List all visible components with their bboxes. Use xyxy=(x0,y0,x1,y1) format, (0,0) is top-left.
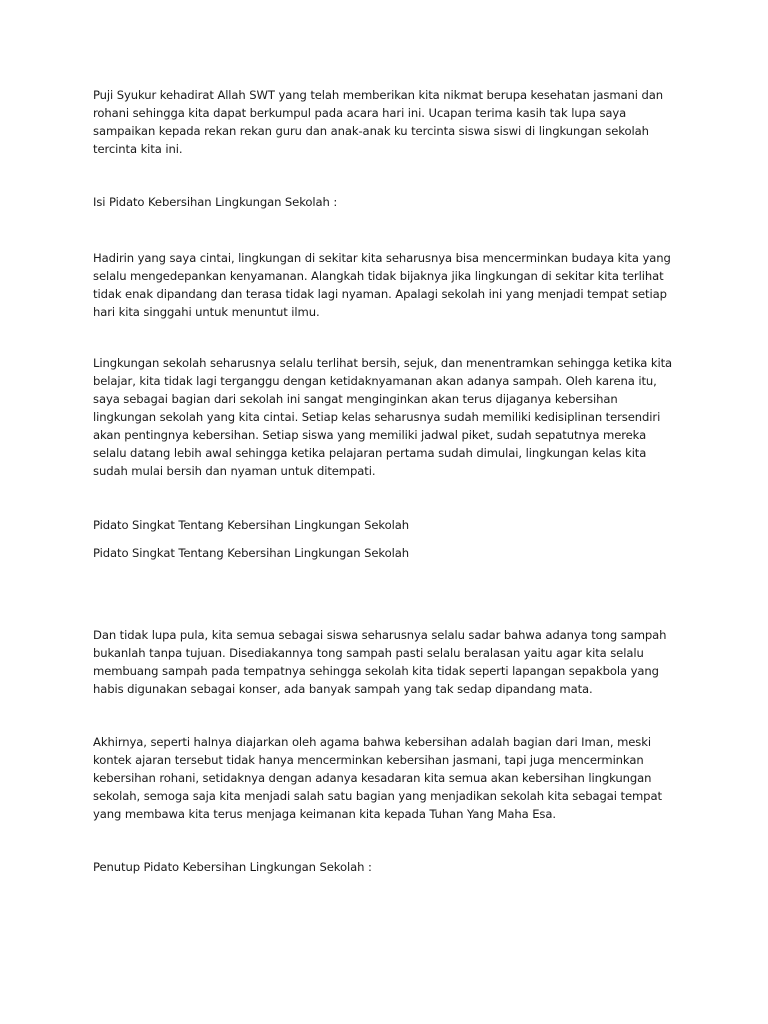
body-paragraph-lingkungan: Lingkungan sekolah seharusnya selalu terlihat bersih, sejuk, dan menentramkan sehingga ketika kita belajar, kita tidak lagi terganggu dengan ketidaknyamanan akan adanya sampah. Oleh karena itu, saya sebagai bagian dari sekolah ini sangat menginginkan akan terus dijaganya kebersihan lingkungan sekolah yang kita cintai. Setiap kelas seharusnya sudah memiliki kedisiplinan tersendiri akan pentingnya kebersihan. Setiap siswa yang memiliki jadwal piket, sudah sepatutnya mereka selalu datang lebih awal sehingga ketika pelajaran pertama sudah dimulai, lingkungan kelas kita sudah mulai bersih dan nyaman untuk ditempati. xyxy=(93,356,673,478)
section-heading-singkat: Pidato Singkat Tentang Kebersihan Lingkungan Sekolah xyxy=(93,518,409,532)
body-paragraph-tong-sampah: Dan tidak lupa pula, kita semua sebagai siswa seharusnya selalu sadar bahwa adanya tong sampah bukanlah tanpa tujuan. Disediakannya tong sampah pasti selalu beralasan yaitu agar kita selalu membuang sampah pada tempatnya sehingga sekolah kita tidak seperti lapangan sepakbola yang habis digunakan sebagai konser, ada banyak sampah yang tak sedap dipandang mata. xyxy=(93,628,667,696)
body-paragraph-akhirnya: Akhirnya, seperti halnya diajarkan oleh agama bahwa kebersihan adalah bagian dari Iman, meski kontek ajaran tersebut tidak hanya mencerminkan kebersihan jasmani, tapi juga mencerminkan kebersihan rohani, setidaknya dengan adanya kesadaran kita semua akan kebersihan lingkungan sekolah, semoga saja kita menjadi salah satu bagian yang menjadikan sekolah kita sebagai tempat yang membawa kita terus menjaga keimanan kita kepada Tuhan Yang Maha Esa. xyxy=(93,735,662,821)
section-heading-isi: Isi Pidato Kebersihan Lingkungan Sekolah : xyxy=(93,195,338,209)
body-paragraph-hadirin: Hadirin yang saya cintai, lingkungan di sekitar kita seharusnya bisa mencerminkan budaya kita yang selalu mengedepankan kenyamanan. Alangkah tidak bijaknya jika lingkungan di sekitar kita terlihat tidak enak dipandang dan terasa tidak lagi nyaman. Apalagi sekolah ini yang menjadi tempat setiap hari kita singgahi untuk menuntut ilmu. xyxy=(93,251,671,319)
section-heading-singkat-repeat: Pidato Singkat Tentang Kebersihan Lingkungan Sekolah xyxy=(93,546,409,560)
section-heading-penutup: Penutup Pidato Kebersihan Lingkungan Sekolah : xyxy=(93,860,372,874)
opening-paragraph: Puji Syukur kehadirat Allah SWT yang telah memberikan kita nikmat berupa kesehatan jasmani dan rohani sehingga kita dapat berkumpul pada acara hari ini. Ucapan terima kasih tak lupa saya sampaikan kepada rekan rekan guru dan anak-anak ku tercinta siswa siswi di lingkungan sekolah tercinta kita ini. xyxy=(93,88,664,156)
